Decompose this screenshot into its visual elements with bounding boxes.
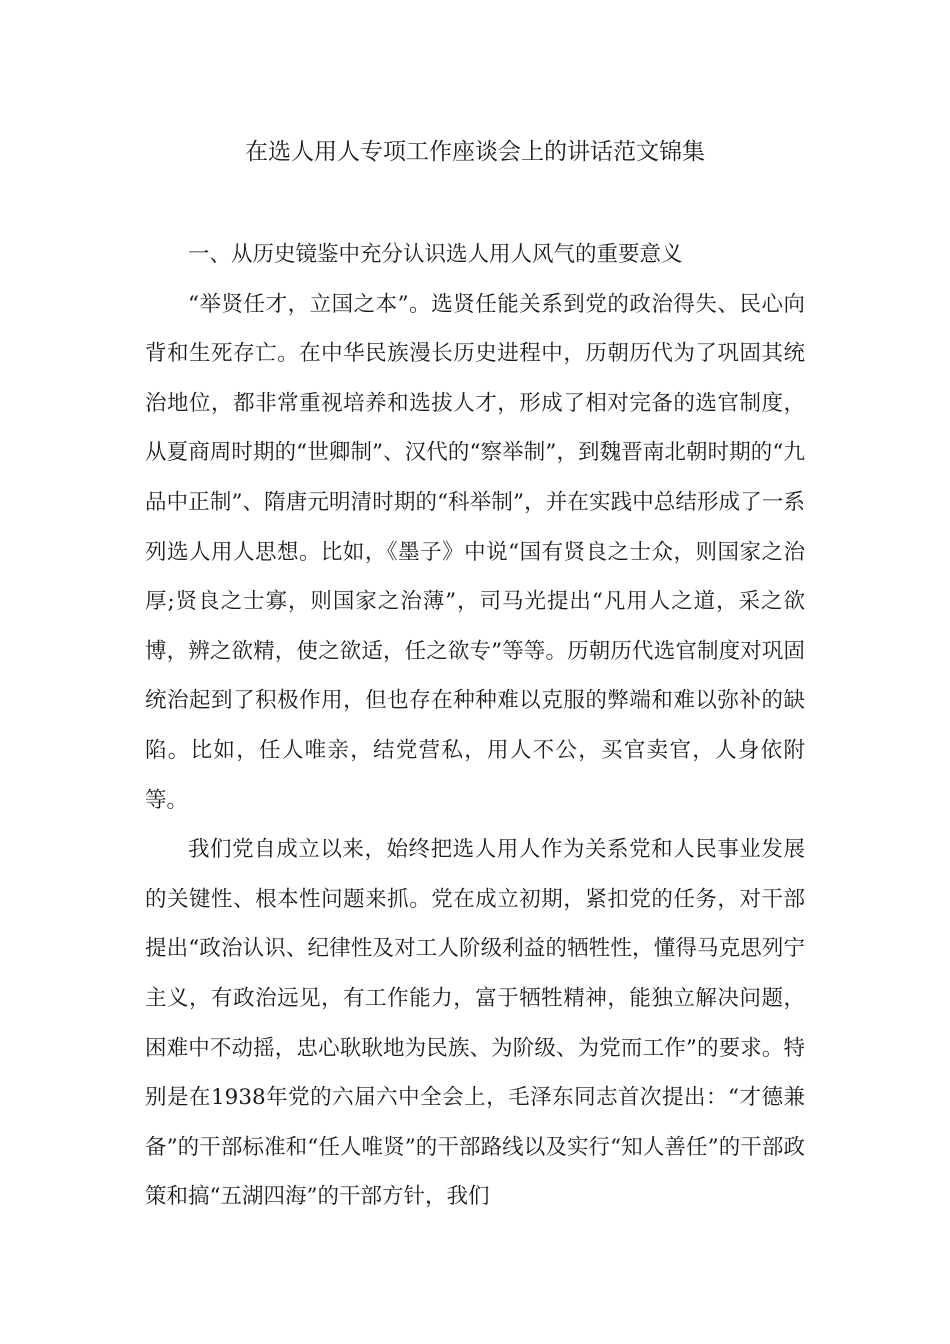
document-title: 在选人用人专项工作座谈会上的讲话范文锦集 [245,139,705,165]
paragraph-history: “举贤任才，立国之本”。选贤任能关系到党的政治得失、民心向背和生死存亡。在中华民族漫长历史进程中，历朝历代为了巩固其统治地位，都非常重视培养和选拔人才，形成了相对完备的选官制度，从夏商周时期的“世卿制”、汉代的“察举制”，到魏晋南北朝时期的“九品中正制”、隋唐元明清时期的“科举制”，并在实践中总结形成了一系列选人用人思想。比如，《墨子》中说“国有贤良之士众，则国家之治厚;贤良之士寡，则国家之治薄”，司马光提出“凡用人之道，采之欲博，辨之欲精，使之欲适，任之欲专”等等。历朝历代选官制度对巩固统治起到了积极作用，但也存在种种难以克服的弊端和难以弥补的缺陷。比如，任人唯亲，结党营私，用人不公，买官卖官，人身依附等。 [145,291,805,813]
section-heading: 一、从历史镜鉴中充分认识选人用人风气的重要意义 [188,242,683,267]
document-body [145,230,805,1222]
paragraph-party: 我们党自成立以来，始终把选人用人作为关系党和人民事业发展的关键性、根本性问题来抓。党在成立初期，紧扣党的任务，对干部提出“政治认识、纪律性及对工人阶级利益的牺牲性，懂得马克思列宁主义，有政治远见，有工作能力，富于牺牲精神，能独立解决问题，困难中不动摇，忠心耿耿地为民族、为阶级、为党而工作”的要求。特别是在1938年党的六届六中全会上，毛泽东同志首次提出：“才德兼备”的干部标准和“任人唯贤”的干部路线以及实行“知人善任”的干部政策和搞“五湖四海”的干部方针，我们 [145,837,805,1210]
